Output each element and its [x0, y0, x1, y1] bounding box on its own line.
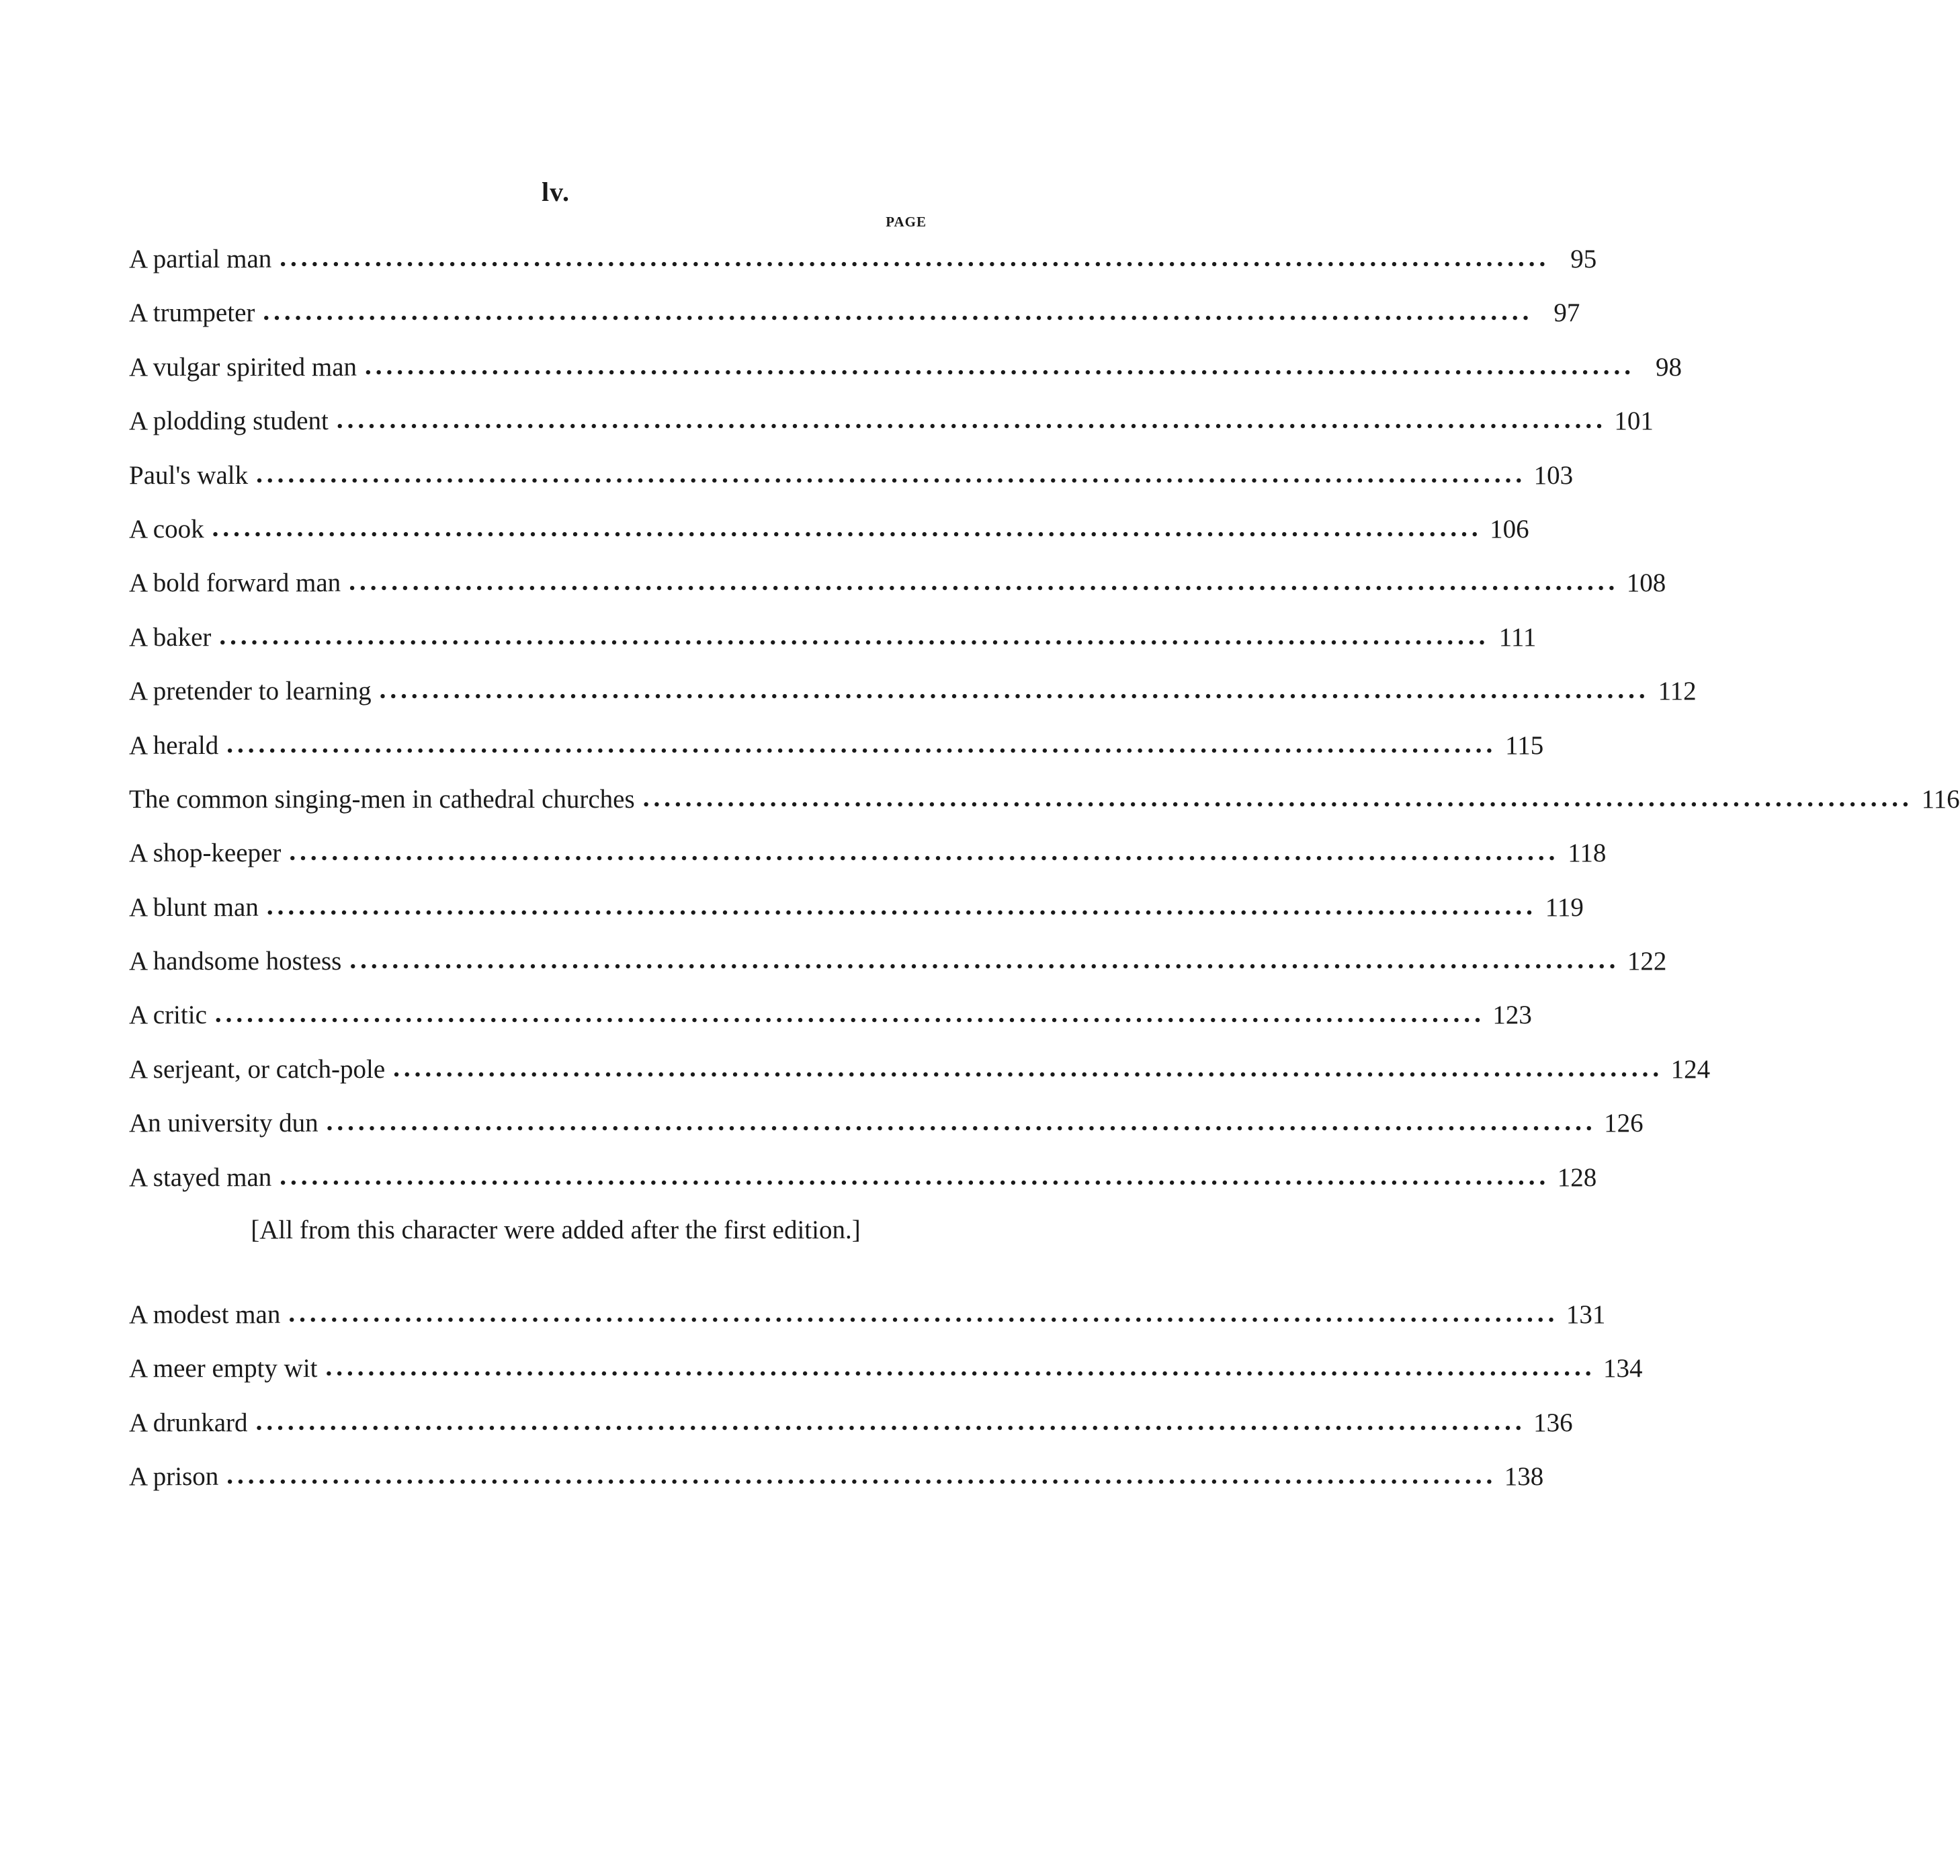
toc-entry-page: 98 [1656, 352, 1682, 382]
toc-entry-title: A trumpeter [129, 298, 255, 328]
toc-entry-title: A cook [129, 514, 204, 544]
dot-leader: ........................................................................................................................ [280, 243, 1550, 272]
toc-entry [129, 945, 1667, 1002]
toc-entry-page: 112 [1658, 677, 1697, 706]
toc-entry-title: A meer empty wit [129, 1354, 318, 1383]
toc-entry-title: A blunt man [129, 892, 259, 922]
toc-entry-page: 136 [1533, 1408, 1573, 1437]
dot-leader: ........................................................................................................................ [393, 1053, 1664, 1082]
toc-entry [129, 297, 1580, 353]
toc-entry [129, 1406, 1573, 1463]
toc-entry-title: Paul's walk [129, 460, 249, 490]
toc-entry-page: 122 [1627, 947, 1667, 976]
page-number: lv. [542, 177, 570, 207]
toc-entry [129, 783, 1960, 840]
dot-leader: ........................................................................................................................ [289, 837, 1560, 867]
dot-leader: ........................................................................................................................ [256, 459, 1527, 488]
toc-entry-title: A vulgar spirited man [129, 352, 357, 382]
toc-entry [129, 729, 1544, 786]
toc-entry-title: A prison [129, 1462, 219, 1492]
dot-leader: ........................................................................................................................ [288, 1299, 1559, 1328]
toc-entry-page: 123 [1492, 1000, 1532, 1030]
dot-leader: ........................................................................................................................ [280, 1161, 1550, 1191]
dot-leader: ........................................................................................................................ [349, 567, 1619, 597]
toc-entry-title: A handsome hostess [129, 947, 342, 976]
toc-entry-title: A shop-keeper [129, 839, 282, 868]
dot-leader: ........................................................................................................................ [263, 297, 1533, 327]
page-column-heading: PAGE [886, 214, 927, 230]
toc-entry-page: 95 [1570, 245, 1597, 273]
toc-entry-title: A critic [129, 1000, 207, 1030]
toc-entry [129, 567, 1666, 624]
dot-leader: ........................................................................................................................ [226, 1461, 1497, 1490]
toc-entry-page: 124 [1670, 1054, 1711, 1084]
toc-entry [129, 1299, 1606, 1355]
dot-leader: ........................................................................................................................ [336, 405, 1607, 435]
toc-entry [129, 621, 1537, 678]
toc-entry-page: 119 [1545, 892, 1584, 922]
dot-leader: ........................................................................................................................ [255, 1406, 1526, 1436]
toc-entry [129, 513, 1529, 570]
toc-entry-page: 103 [1533, 460, 1574, 490]
dot-leader: ........................................................................................................................ [212, 513, 1482, 542]
toc-entry-page: 97 [1553, 298, 1580, 328]
toc-entry-page: 131 [1566, 1300, 1606, 1329]
toc-entry-title: A stayed man [129, 1162, 272, 1192]
toc-entry-page: 134 [1603, 1354, 1643, 1383]
toc-entry-title: A plodding student [129, 407, 329, 436]
toc-entry [129, 1053, 1711, 1110]
toc-entry-page: 138 [1504, 1462, 1544, 1492]
toc-entry-page: 116 [1921, 784, 1960, 814]
dot-leader: ........................................................................................................................ [349, 945, 1620, 975]
toc-entry-page: 118 [1568, 839, 1607, 868]
dot-leader: ........................................................................................................................ [219, 621, 1490, 650]
toc-entry-page: 128 [1557, 1162, 1597, 1192]
toc-entry-page: 101 [1614, 407, 1654, 436]
toc-entry-title: The common singing-men in cathedral churches [129, 784, 635, 814]
dot-leader: ........................................................................................................................ [365, 351, 1635, 380]
dot-leader: ........................................................................................................................ [326, 1107, 1596, 1137]
toc-entry [129, 405, 1654, 462]
toc-entry [129, 999, 1532, 1056]
toc-entry-page: 108 [1626, 568, 1666, 598]
toc-entry [129, 351, 1682, 408]
dot-leader: ........................................................................................................................ [214, 999, 1485, 1029]
toc-entry-title: A modest man [129, 1300, 281, 1329]
toc-entry [129, 837, 1607, 894]
toc-entry [129, 1107, 1644, 1164]
toc-entry-page: 111 [1498, 622, 1537, 652]
toc-entry [129, 891, 1584, 948]
toc-entry [129, 459, 1574, 516]
toc-entry-title: A pretender to learning [129, 677, 372, 706]
toc-entry [129, 243, 1597, 300]
toc-entry [129, 1461, 1544, 1517]
toc-entry-title: A herald [129, 730, 219, 760]
toc-entry-page: 106 [1490, 514, 1529, 544]
table-of-contents-part-2 [129, 1299, 1643, 1518]
toc-entry-title: A partial man [129, 245, 272, 273]
toc-entry-title: A serjeant, or catch-pole [129, 1054, 386, 1084]
toc-entry-title: A baker [129, 622, 212, 652]
toc-entry-title: An university dun [129, 1109, 318, 1138]
dot-leader: ........................................................................................................................ [226, 729, 1497, 759]
dot-leader: ........................................................................................................................ [379, 675, 1650, 705]
editorial-note: [All from this character were added after the first edition.] [251, 1216, 861, 1244]
table-of-contents-part-1 [129, 243, 1960, 1218]
toc-entry-page: 115 [1505, 730, 1544, 760]
toc-entry-title: A bold forward man [129, 568, 341, 598]
toc-entry-title: A drunkard [129, 1408, 248, 1437]
dot-leader: ........................................................................................................................ [642, 783, 1913, 812]
toc-entry-page: 126 [1604, 1109, 1644, 1138]
toc-entry [129, 675, 1697, 732]
toc-entry [129, 1353, 1643, 1409]
dot-leader: ........................................................................................................................ [325, 1353, 1596, 1382]
toc-entry [129, 1161, 1597, 1218]
dot-leader: ........................................................................................................................ [266, 891, 1537, 921]
